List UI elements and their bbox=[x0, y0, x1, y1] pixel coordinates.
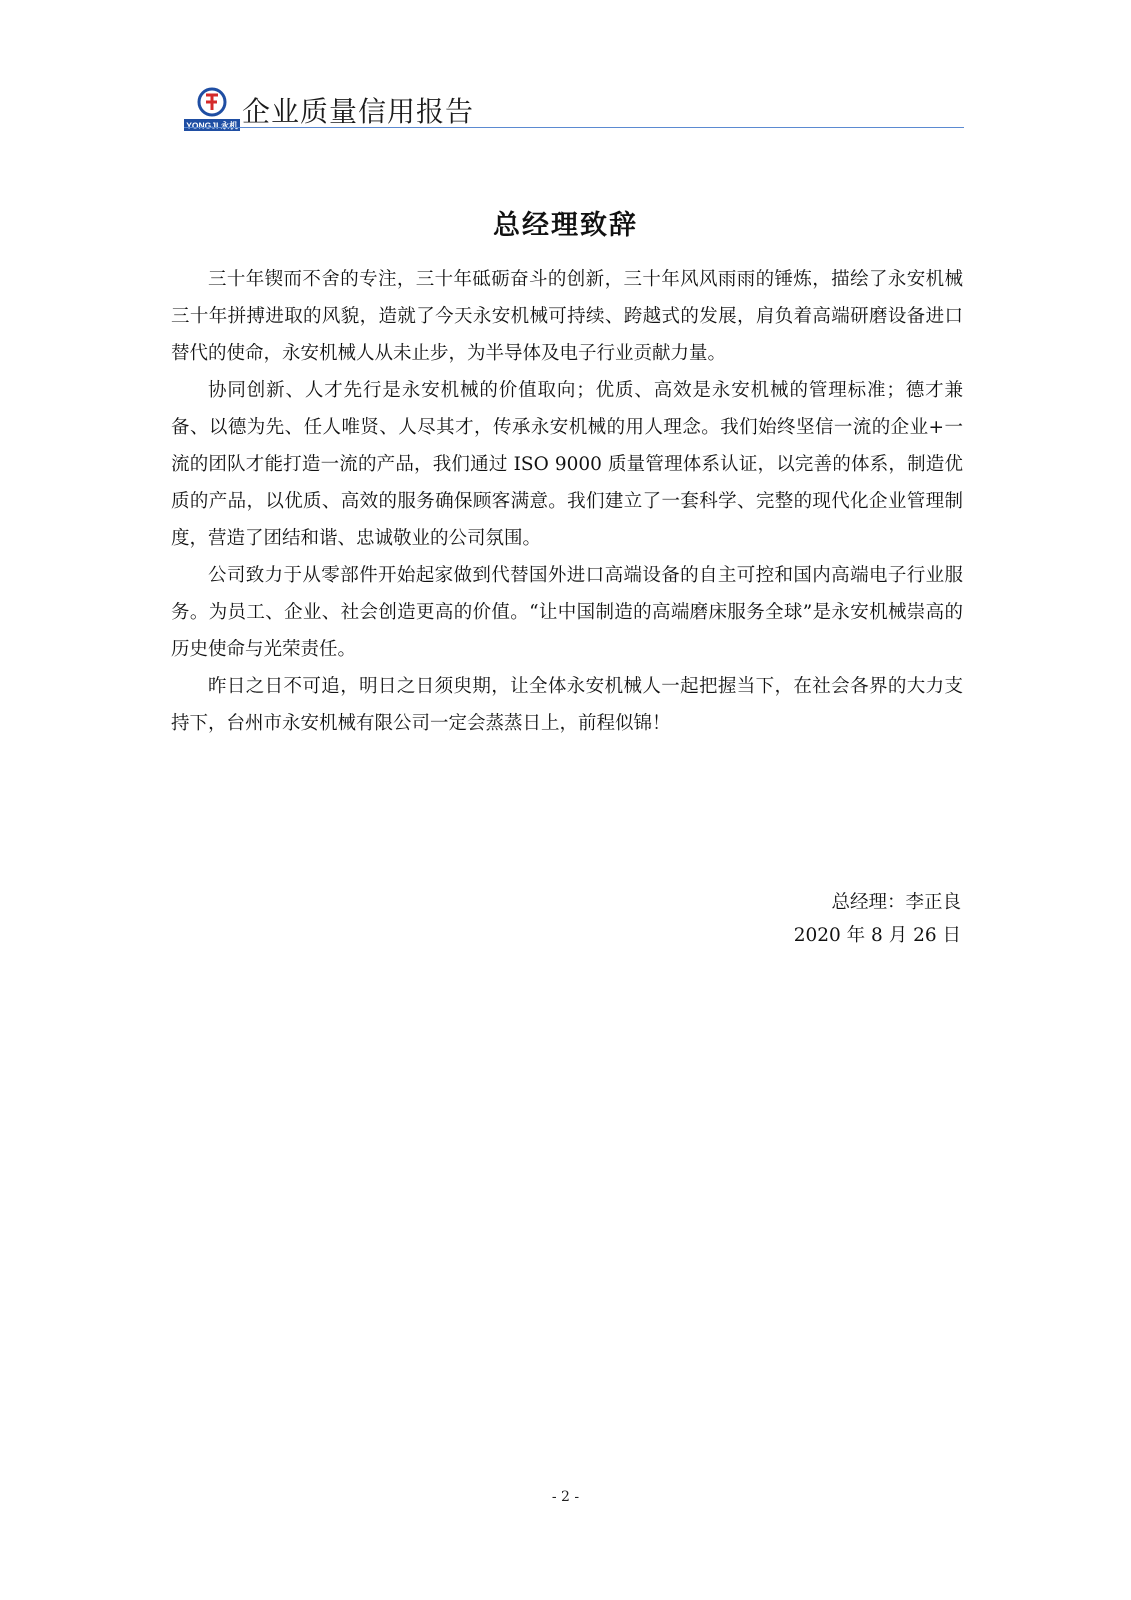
paragraph: 昨日之日不可追，明日之日须臾期，让全体永安机械人一起把握当下，在社会各界的大力支持下，台州市永安机械有限公司一定会蒸蒸日上，前程似锦！ bbox=[171, 676, 963, 734]
logo-text: YONGJI 永机 bbox=[186, 120, 238, 131]
letter-title: 总经理致辞 bbox=[493, 210, 638, 241]
company-logo bbox=[184, 82, 240, 132]
paragraph: 三十年锲而不舍的专注，三十年砥砺奋斗的创新，三十年风风雨雨的锤炼，描绘了永安机械三十年拼搏进取的风貌，造就了今天永安机械可持续、跨越式的发展，肩负着高端研磨设备进口替代的使命，永安机械人从未止步，为半导体及电子行业贡献力量。 bbox=[171, 269, 963, 364]
header-divider bbox=[184, 127, 964, 128]
signature-name: 总经理：李正良 bbox=[831, 892, 961, 913]
signature-block bbox=[794, 886, 961, 952]
letter-body bbox=[171, 261, 963, 742]
paragraph: 公司致力于从零部件开始起家做到代替国外进口高端设备的自主可控和国内高端电子行业服务。为员工、企业、社会创造更高的价值。“让中国制造的高端磨床服务全球”是永安机械崇高的历史使命与光荣责任。 bbox=[171, 565, 963, 660]
page-header bbox=[184, 76, 964, 132]
paragraph: 协同创新、人才先行是永安机械的价值取向；优质、高效是永安机械的管理标准；德才兼备、以德为先、任人唯贤、人尽其才，传承永安机械的用人理念。我们始终坚信一流的企业+一流的团队才能打造一流的产品，我们通过 ISO 9000 质量管理体系认证，以完善的体系，制造优质的产品，以优质、高效的服务确保顾客满意。我们建立了一套科学、完整的现代化企业管理制度，营造了团结和谐、忠诚敬业的公司氛围。 bbox=[171, 380, 963, 549]
page-number: - 2 - bbox=[551, 1489, 580, 1505]
report-title: 企业质量信用报告 bbox=[242, 95, 475, 128]
signature-date: 2020 年 8 月 26 日 bbox=[793, 925, 961, 946]
